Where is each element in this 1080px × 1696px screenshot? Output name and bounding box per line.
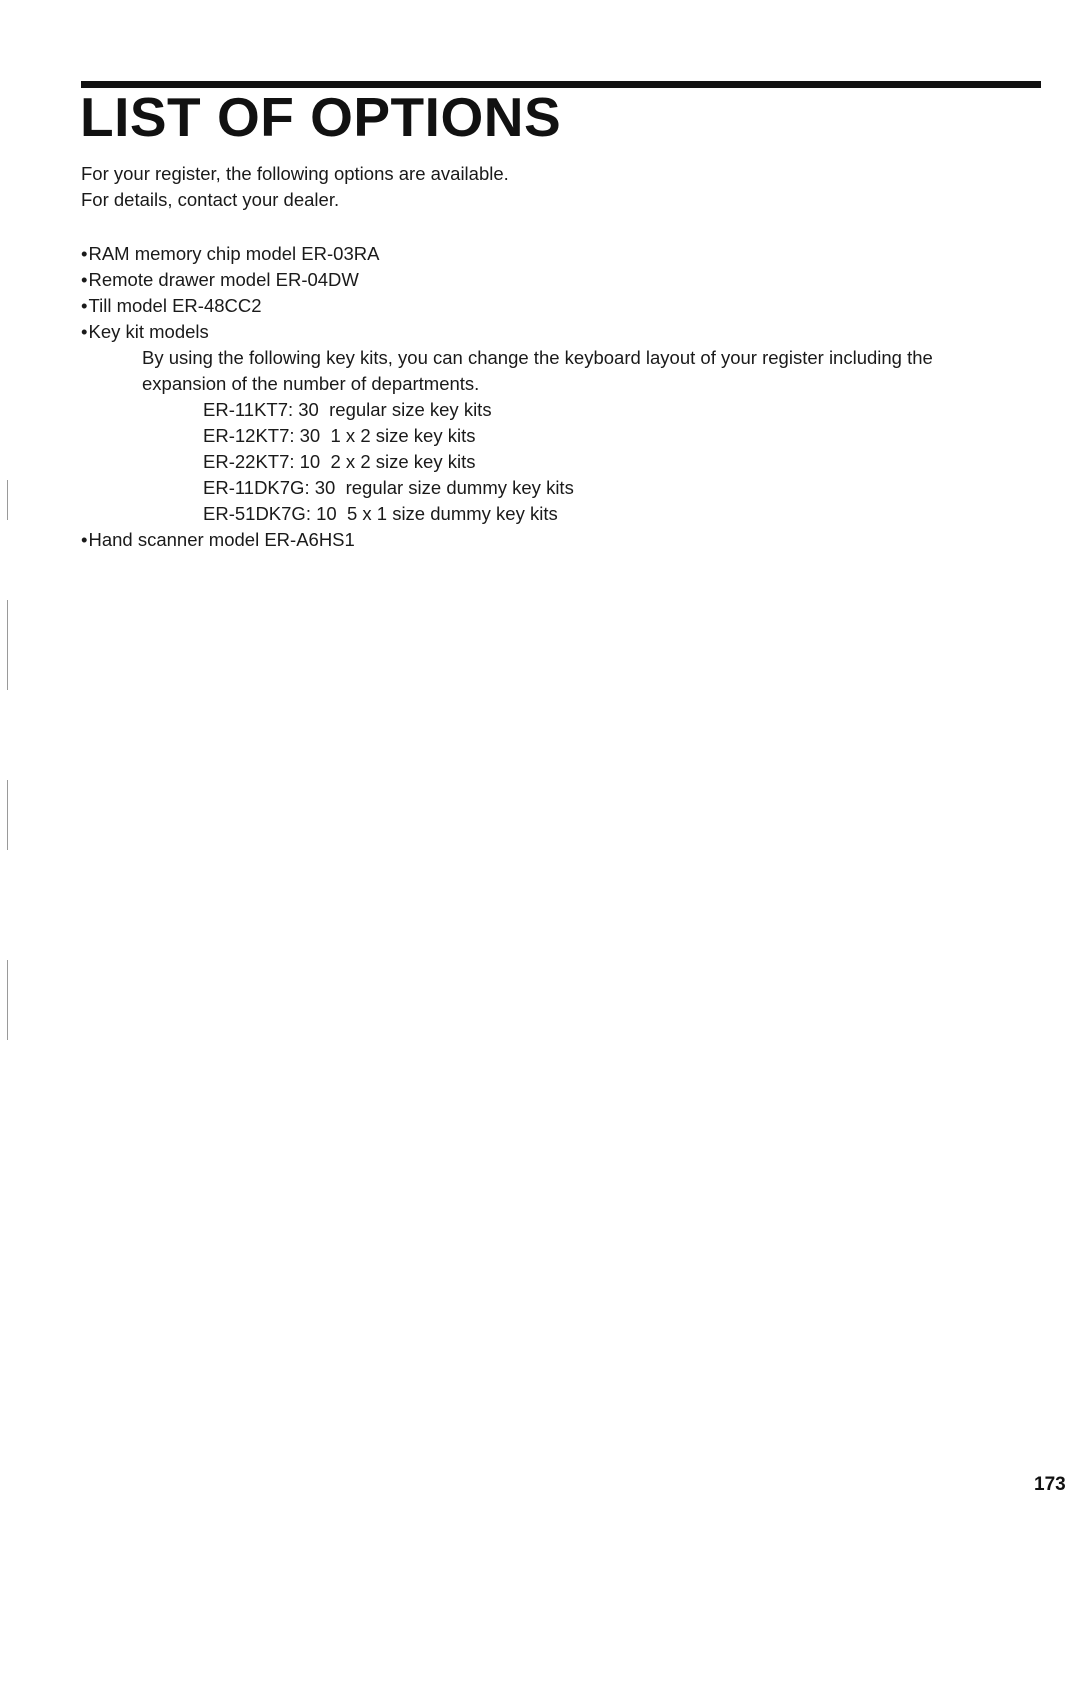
option-item <box>81 241 1041 267</box>
option-item <box>81 267 1041 293</box>
scan-edge-mark <box>7 780 8 850</box>
bullet-icon: • <box>81 529 88 550</box>
scan-edge-mark <box>7 480 8 520</box>
option-item <box>81 319 1041 345</box>
bullet-icon: • <box>81 321 88 342</box>
options-list <box>81 241 1041 553</box>
bullet-icon: • <box>81 243 88 264</box>
scan-edge-mark <box>7 600 8 690</box>
intro-line: For details, contact your dealer. <box>81 189 340 210</box>
key-kit-item: ER-51DK7G: 10 5 x 1 size dummy key kits <box>203 503 558 524</box>
page-number: 173 <box>1034 1474 1066 1495</box>
key-kit-item: ER-11DK7G: 30 regular size dummy key kits <box>203 477 574 498</box>
option-label: Hand scanner model ER-A6HS1 <box>88 529 355 550</box>
option-label: Till model ER-48CC2 <box>88 295 262 316</box>
bullet-icon: • <box>81 269 88 290</box>
option-item <box>81 527 1041 553</box>
intro-text <box>81 161 509 213</box>
intro-line: For your register, the following options are available. <box>81 163 509 184</box>
key-kit-item: ER-12KT7: 30 1 x 2 size key kits <box>203 425 476 446</box>
option-item <box>81 293 1041 319</box>
option-label: Remote drawer model ER-04DW <box>88 269 359 290</box>
bullet-icon: • <box>81 295 88 316</box>
option-label: Key kit models <box>88 321 209 342</box>
key-kit-item: ER-22KT7: 10 2 x 2 size key kits <box>203 451 476 472</box>
page-title: LIST OF OPTIONS <box>80 86 562 148</box>
option-label: RAM memory chip model ER-03RA <box>88 243 380 264</box>
key-kit-description: By using the following key kits, you can change the keyboard layout of your register including the expansion of the number of departments. <box>142 347 933 394</box>
key-kit-list <box>203 397 1041 527</box>
key-kit-item: ER-11KT7: 30 regular size key kits <box>203 399 492 420</box>
scan-edge-mark <box>7 960 8 1040</box>
